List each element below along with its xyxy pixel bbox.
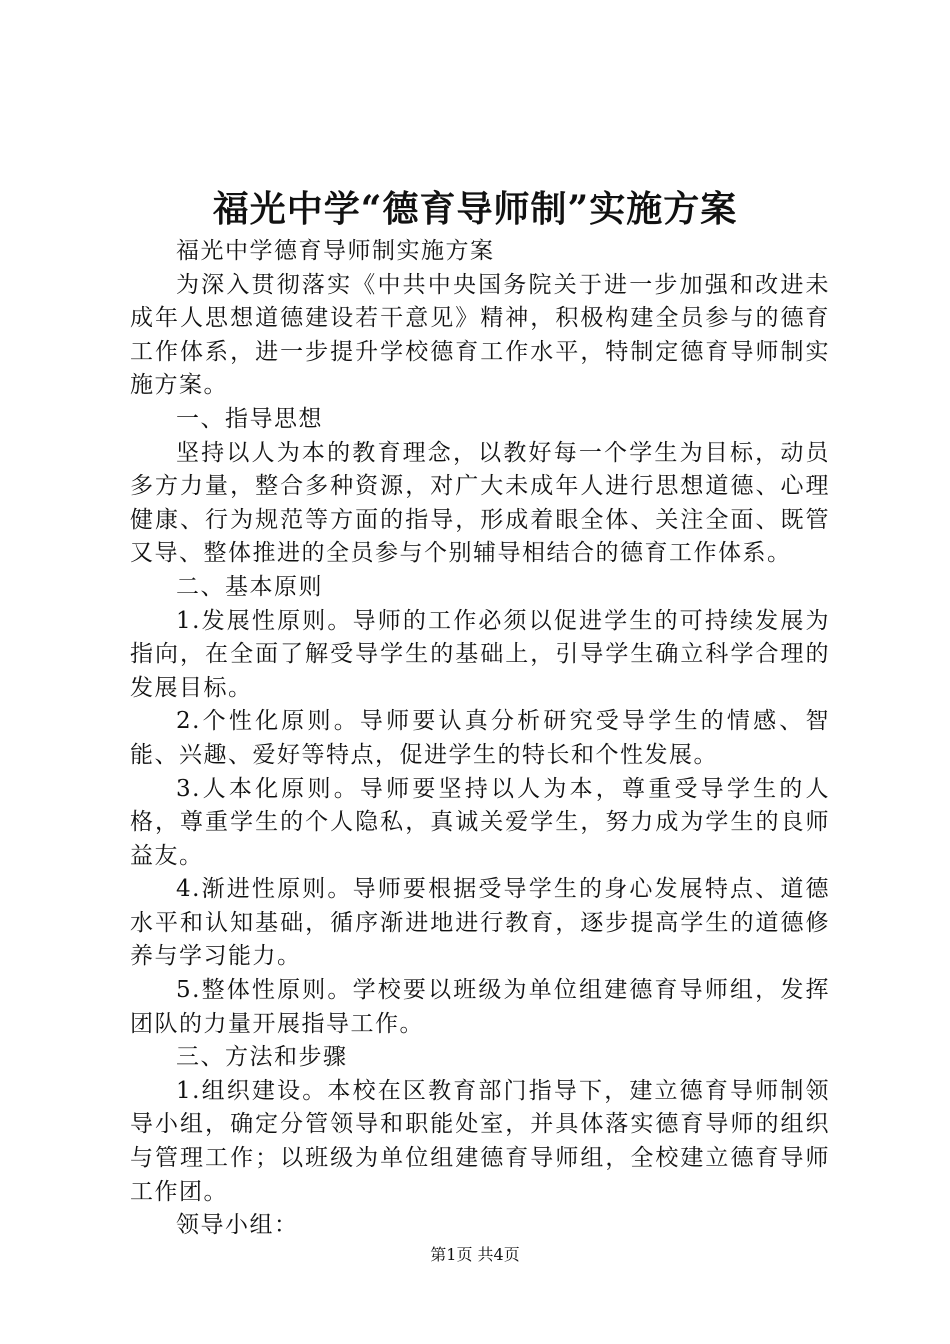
- document-body: [130, 235, 830, 1243]
- paragraph-subtitle: 福光中学德育导师制实施方案: [176, 238, 495, 264]
- paragraph-principle-5: 5.整体性原则。学校要以班级为单位组建德育导师组，发挥团队的力量开展指导工作。: [130, 977, 830, 1037]
- section-heading-basic-principles: 二、基本原则: [176, 573, 323, 600]
- section-heading-methods-steps: 三、方法和步骤: [176, 1044, 348, 1071]
- paragraph-principle-3: 3.人本化原则。导师要坚持以人为本，尊重受导学生的人格，尊重学生的个人隐私，真诚关爱学生，努力成为学生的良师益友。: [130, 775, 830, 869]
- document-title: 福光中学“德育导师制”实施方案: [212, 188, 738, 230]
- page-number-footer: 第1页 共4页: [430, 1245, 520, 1264]
- paragraph-step-1: 1.组织建设。本校在区教育部门指导下，建立德育导师制领导小组，确定分管领导和职能处室，并具体落实德育导师的组织与管理工作；以班级为单位组建德育导师组，全校建立德育导师工作团。: [130, 1077, 830, 1205]
- paragraph-principle-2: 2.个性化原则。导师要认真分析研究受导学生的情感、智能、兴趣、爱好等特点，促进学生的特长和个性发展。: [130, 708, 830, 768]
- section-heading-guiding-thought: 一、指导思想: [176, 405, 323, 432]
- paragraph-principle-1: 1.发展性原则。导师的工作必须以促进学生的可持续发展为指向，在全面了解受导学生的基础上，引导学生确立科学合理的发展目标。: [130, 607, 830, 701]
- paragraph-leadership-group: 领导小组：: [176, 1212, 299, 1239]
- paragraph-intro: 为深入贯彻落实《中共中央国务院关于进一步加强和改进未成年人思想道德建设若干意见》精神，积极构建全员参与的德育工作体系，进一步提升学校德育工作水平，特制定德育导师制实施方案。: [130, 271, 830, 399]
- paragraph-principle-4: 4.渐进性原则。导师要根据受导学生的身心发展特点、道德水平和认知基础，循序渐进地进行教育，逐步提高学生的道德修养与学习能力。: [130, 876, 830, 970]
- paragraph-guiding-thought: 坚持以人为本的教育理念，以教好每一个学生为目标，动员多方力量，整合多种资源，对广大未成年人进行思想道德、心理健康、行为规范等方面的指导，形成着眼全体、关注全面、既管又导、整体推进的全员参与个别辅导相结合的德育工作体系。: [130, 439, 830, 567]
